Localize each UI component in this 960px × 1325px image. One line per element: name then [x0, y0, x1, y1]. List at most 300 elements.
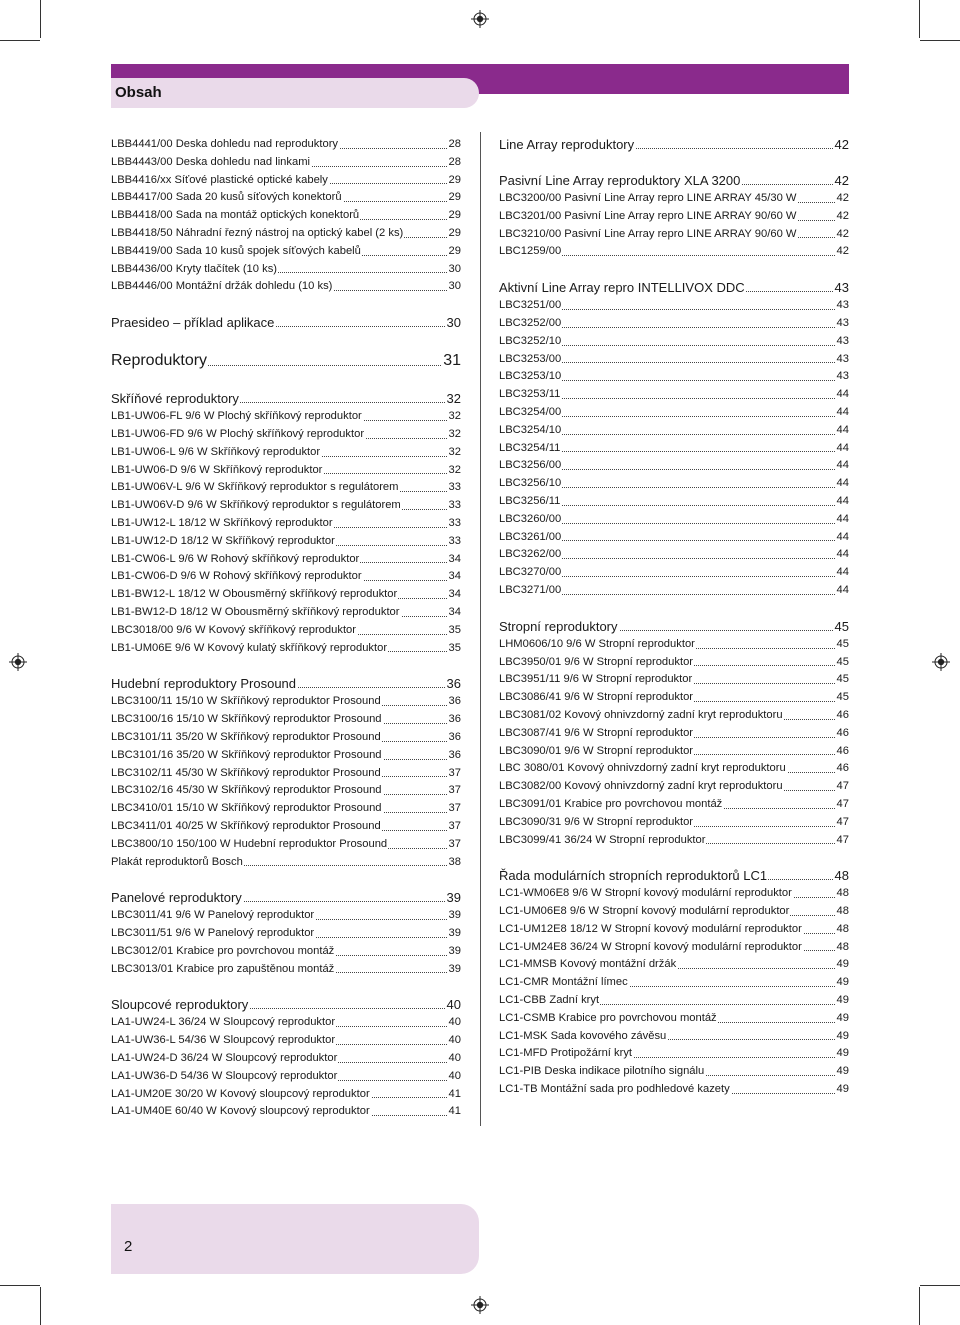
toc-entry-page: 44	[836, 582, 849, 600]
toc-entry-page: 45	[836, 689, 849, 707]
toc-entry-title: LBC3951/11 9/6 W Stropní reproduktor	[499, 673, 693, 686]
toc-entry[interactable]	[499, 315, 849, 333]
toc-entry-title: LBC3200/00 Pasivní Line Array repro LINE ARRAY 45/30 W	[499, 192, 797, 204]
toc-entry[interactable]	[499, 190, 849, 208]
toc-entry-page: 34	[448, 568, 461, 586]
toc-entry-title: LBC3260/00	[499, 512, 562, 525]
toc-entry-title: LB1-BW12-D 18/12 W Obousměrný skříňkový reproduktor	[111, 605, 400, 618]
toc-entry-title: LBB4446/00 Montážní držák dohledu (10 ks)	[111, 280, 333, 293]
toc-entry[interactable]	[499, 1081, 849, 1099]
toc-entry[interactable]	[499, 725, 849, 743]
toc-entry[interactable]	[111, 604, 461, 622]
toc-entry-page: 41	[448, 1086, 461, 1104]
toc-section-heading[interactable]	[111, 889, 461, 907]
toc-left-column	[111, 136, 461, 1121]
toc-section-heading[interactable]	[499, 279, 849, 297]
toc-entry[interactable]	[499, 333, 849, 351]
toc-entry-title: LBC3081/02 Kovový ohnivzdorný zadní kryt reproduktoru	[499, 708, 783, 721]
section-gap	[111, 372, 461, 390]
toc-entry-title: LC1-MMSB Kovový montážní držák	[499, 958, 677, 971]
toc-entry-page: 49	[836, 1010, 849, 1028]
toc-entry[interactable]	[111, 533, 461, 551]
toc-entry[interactable]	[111, 622, 461, 640]
registration-mark-icon	[471, 1296, 489, 1314]
toc-entry[interactable]	[111, 586, 461, 604]
toc-entry-title: LA1-UW24-D 36/24 W Sloupcový reproduktor	[111, 1052, 338, 1065]
toc-entry-page: 44	[836, 440, 849, 458]
toc-entry-title: LBC3102/11 45/30 W Skříňkový reproduktor Prosound	[111, 766, 381, 779]
toc-entry-title: LBC3253/10	[499, 370, 562, 383]
toc-entry[interactable]	[499, 457, 849, 475]
toc-entry-page: 46	[836, 707, 849, 725]
toc-entry-page: 49	[836, 974, 849, 992]
toc-entry[interactable]	[499, 885, 849, 903]
toc-entry-page: 31	[442, 350, 461, 372]
toc-entry[interactable]	[111, 444, 461, 462]
toc-entry-title: LBC3087/41 9/6 W Stropní reproduktor	[499, 726, 694, 739]
toc-entry-page: 47	[836, 778, 849, 796]
toc-entry-title: LBC3411/01 40/25 W Skříňkový reproduktor Prosound	[111, 819, 381, 832]
toc-entry[interactable]	[499, 743, 849, 761]
toc-entry-title: Panelové reproduktory	[111, 890, 242, 906]
toc-entry[interactable]	[111, 729, 461, 747]
toc-entry-title: LB1-CW06-L 9/6 W Rohový skříňkový reproduktor	[111, 552, 360, 565]
crop-mark	[40, 1287, 41, 1325]
toc-entry[interactable]	[499, 422, 849, 440]
toc-entry-title: LBB4436/00 Kryty tlačítek (10 ks)	[111, 262, 278, 275]
crop-mark	[40, 0, 41, 38]
toc-entry[interactable]	[111, 154, 461, 172]
toc-entry-page: 33	[448, 479, 461, 497]
toc-entry-title: LA1-UW36-D 54/36 W Sloupcový reproduktor	[111, 1069, 338, 1082]
toc-entry-title: LBC3100/16 15/10 W Skříňkový reproduktor Prosound	[111, 713, 382, 726]
toc-entry[interactable]	[499, 475, 849, 493]
toc-entry-page: 29	[448, 207, 461, 225]
toc-entry-page: 36	[446, 676, 461, 692]
toc-entry-title: LA1-UW36-L 54/36 W Sloupcový reproduktor	[111, 1034, 336, 1047]
toc-entry[interactable]	[111, 568, 461, 586]
toc-entry-page: 29	[448, 225, 461, 243]
toc-entry[interactable]	[499, 974, 849, 992]
toc-entry-page: 44	[836, 546, 849, 564]
header-tab	[111, 78, 479, 108]
toc-entry[interactable]	[111, 765, 461, 783]
toc-entry-title: LBB4418/50 Náhradní řezný nástroj na optický kabel (2 ks)	[111, 226, 404, 239]
toc-entry-title: LBC3254/11	[499, 441, 561, 454]
toc-entry-title: LBB4416/xx Síťové plastické optické kabely	[111, 173, 328, 186]
toc-entry-page: 43	[836, 297, 849, 315]
toc-entry-page: 42	[836, 226, 849, 244]
toc-entry-page: 37	[448, 818, 461, 836]
toc-entry-page: 47	[836, 832, 849, 850]
toc-entry-title: LC1-PIB Deska indikace pilotního signálu	[499, 1065, 705, 1078]
toc-entry-page: 42	[834, 137, 849, 152]
toc-entry-title: LBC3099/41 36/24 W Stropní reproduktor	[499, 833, 706, 846]
toc-entry-title: Plakát reproduktorů Bosch	[111, 855, 243, 868]
section-gap	[111, 332, 461, 350]
toc-entry-page: 49	[836, 956, 849, 974]
toc-entry-page: 48	[834, 868, 849, 884]
toc-entry[interactable]	[499, 671, 849, 689]
toc-entry-title: LBC3012/01 Krabice pro povrchovou montáž	[111, 944, 335, 957]
toc-entry[interactable]	[111, 693, 461, 711]
toc-entry-title: LBC3011/41 9/6 W Panelový reproduktor	[111, 909, 315, 922]
toc-entry-title: Stropní reproduktory	[499, 618, 618, 634]
toc-entry-page: 29	[448, 243, 461, 261]
toc-entry-page: 32	[446, 391, 461, 407]
crop-mark	[919, 1287, 920, 1325]
toc-entry-page: 40	[448, 1068, 461, 1086]
toc-entry-title: LB1-UW06-D 9/6 W Skříňkový reproduktor	[111, 463, 323, 476]
toc-entry-page: 43	[836, 333, 849, 351]
toc-entry-page: 39	[448, 907, 461, 925]
toc-entry-title: LBC3256/00	[499, 459, 562, 472]
toc-entry[interactable]	[499, 654, 849, 672]
toc-entry[interactable]	[499, 796, 849, 814]
toc-entry[interactable]	[499, 939, 849, 957]
toc-entry-title: LBC3090/31 9/6 W Stropní reproduktor	[499, 815, 694, 828]
toc-entry-title: LA1-UM20E 30/20 W Kovový sloupcový reproduktor	[111, 1087, 370, 1100]
toc-entry-title: LBC3256/10	[499, 477, 562, 490]
toc-entry[interactable]	[111, 136, 461, 154]
toc-chapter-heading[interactable]	[111, 350, 461, 372]
footer-tab	[111, 1204, 479, 1274]
toc-entry[interactable]	[111, 497, 461, 515]
toc-entry-page: 37	[448, 765, 461, 783]
toc-entry-title: LBB4418/00 Sada na montáž optických konektorů	[111, 209, 360, 222]
toc-entry[interactable]	[111, 854, 461, 872]
toc-entry-title: LA1-UM40E 60/40 W Kovový sloupcový reproduktor	[111, 1105, 370, 1118]
toc-entry[interactable]	[499, 493, 849, 511]
toc-entry[interactable]	[499, 404, 849, 422]
toc-entry-title: LBC3800/10 150/100 W Hudební reproduktor Prosound	[111, 837, 388, 850]
toc-entry-page: 30	[448, 261, 461, 279]
toc-entry-title: LBB4441/00 Deska dohledu nad reproduktory	[111, 138, 339, 150]
toc-entry[interactable]	[111, 243, 461, 261]
toc-entry[interactable]	[499, 564, 849, 582]
toc-entry[interactable]	[499, 814, 849, 832]
toc-entry-title: LC1-WM06E8 9/6 W Stropní kovový modulární reproduktor	[499, 887, 792, 900]
toc-entry[interactable]	[111, 943, 461, 961]
toc-entry-title: LBC3254/00	[499, 405, 562, 418]
toc-entry[interactable]	[499, 208, 849, 226]
toc-entry[interactable]	[111, 782, 461, 800]
toc-entry-page: 41	[448, 1103, 461, 1121]
toc-entry-title: LBC3102/16 45/30 W Skříňkový reproduktor Prosound	[111, 784, 382, 797]
toc-entry-title: LB1-CW06-D 9/6 W Rohový skříňkový reproduktor	[111, 570, 362, 583]
toc-entry[interactable]	[111, 278, 461, 296]
toc-entry[interactable]	[111, 800, 461, 818]
toc-entry-page: 43	[836, 315, 849, 333]
toc-entry-page: 34	[448, 604, 461, 622]
toc-entry[interactable]	[499, 582, 849, 600]
toc-entry[interactable]	[111, 1068, 461, 1086]
toc-entry-page: 36	[448, 729, 461, 747]
toc-entry-page: 42	[836, 208, 849, 226]
toc-entry-title: LBC3270/00	[499, 566, 562, 579]
toc-entry-title: LB1-UW06-FD 9/6 W Plochý skříňkový reproduktor	[111, 427, 365, 440]
toc-section-heading[interactable]	[111, 996, 461, 1014]
toc-section-heading[interactable]	[111, 314, 461, 332]
toc-entry-page: 44	[836, 529, 849, 547]
toc-entry-page: 43	[836, 351, 849, 369]
toc-entry-page: 40	[448, 1050, 461, 1068]
toc-entry[interactable]	[499, 351, 849, 369]
toc-entry-page: 48	[836, 921, 849, 939]
toc-entry[interactable]	[499, 778, 849, 796]
toc-entry-title: LB1-BW12-L 18/12 W Obousměrný skříňkový reproduktor	[111, 588, 398, 601]
toc-entry-page: 43	[836, 368, 849, 386]
toc-entry-page: 37	[448, 782, 461, 800]
toc-entry-page: 49	[836, 1081, 849, 1099]
toc-entry-page: 39	[448, 925, 461, 943]
toc-entry[interactable]	[111, 207, 461, 225]
toc-entry-page: 46	[836, 760, 849, 778]
toc-entry-page: 40	[448, 1032, 461, 1050]
toc-entry-title: LC1-UM12E8 18/12 W Stropní kovový modulární reproduktor	[499, 922, 802, 935]
toc-entry[interactable]	[499, 1028, 849, 1046]
toc-entry-page: 37	[448, 800, 461, 818]
toc-entry-title: Praesideo – příklad aplikace	[111, 315, 275, 331]
toc-entry[interactable]	[111, 836, 461, 854]
toc-entry[interactable]	[111, 1103, 461, 1121]
toc-entry-title: Line Array reproduktory	[499, 137, 635, 152]
toc-entry-title: LC1-CBB Zadní kryt	[499, 994, 600, 1007]
crop-mark	[920, 1285, 960, 1286]
toc-entry[interactable]	[499, 386, 849, 404]
page-number: 2	[124, 1238, 133, 1255]
toc-entry-page: 36	[448, 711, 461, 729]
toc-entry-page: 43	[834, 280, 849, 296]
toc-entry-title: LBC3261/00	[499, 530, 562, 543]
toc-entry-title: LBC3100/11 15/10 W Skříňkový reproduktor Prosound	[111, 695, 381, 708]
toc-entry-title: Skříňové reproduktory	[111, 391, 239, 407]
toc-entry[interactable]	[499, 243, 849, 261]
toc-entry-page: 42	[836, 190, 849, 208]
toc-entry[interactable]	[111, 551, 461, 569]
toc-section-heading[interactable]	[499, 618, 849, 636]
toc-entry-title: LBC3253/11	[499, 388, 561, 401]
toc-entry-page: 42	[834, 173, 849, 188]
toc-entry-page: 48	[836, 939, 849, 957]
toc-entry[interactable]	[499, 832, 849, 850]
toc-entry-title: LB1-UW12-D 18/12 W Skříňkový reproduktor	[111, 534, 335, 547]
toc-entry[interactable]	[499, 297, 849, 315]
crop-mark	[0, 40, 40, 41]
toc-entry-page: 34	[448, 586, 461, 604]
toc-entry[interactable]	[111, 225, 461, 243]
toc-entry-title: LBC1259/00	[499, 245, 562, 258]
toc-section-heading[interactable]	[111, 390, 461, 408]
toc-entry-title: LBC3011/51 9/6 W Panelový reproduktor	[111, 927, 315, 940]
toc-entry-page: 39	[448, 943, 461, 961]
toc-entry-page: 46	[836, 743, 849, 761]
toc-entry[interactable]	[499, 546, 849, 564]
toc-entry-page: 32	[448, 462, 461, 480]
section-gap	[111, 657, 461, 675]
toc-entry-title: LHM0606/10 9/6 W Stropní reproduktor	[499, 637, 695, 650]
toc-entry-page: 39	[446, 890, 461, 906]
toc-entry[interactable]	[499, 226, 849, 244]
toc-entry[interactable]	[111, 1014, 461, 1032]
crop-mark	[0, 1285, 40, 1286]
toc-entry-title: LBC3086/41 9/6 W Stropní reproduktor	[499, 691, 694, 704]
toc-entry[interactable]	[111, 1032, 461, 1050]
toc-entry-title: LC1-UM06E8 9/6 W Stropní kovový modulární reproduktor	[499, 905, 790, 918]
toc-entry-page: 35	[448, 622, 461, 640]
toc-entry-page: 49	[836, 1045, 849, 1063]
toc-entry-title: LBC3082/00 Kovový ohnivzdorný zadní kryt reproduktoru	[499, 780, 783, 793]
toc-entry-page: 37	[448, 836, 461, 854]
toc-entry-title: LBC3253/00	[499, 352, 562, 365]
toc-entry-page: 30	[448, 278, 461, 296]
toc-entry[interactable]	[499, 1010, 849, 1028]
toc-entry-title: Sloupcové reproduktory	[111, 997, 249, 1013]
toc-entry-title: LC1-TB Montážní sada pro podhledové kazety	[499, 1083, 730, 1096]
toc-entry[interactable]	[111, 818, 461, 836]
column-divider	[480, 132, 481, 1126]
toc-entry[interactable]	[111, 261, 461, 279]
toc-entry-page: 32	[448, 444, 461, 462]
toc-entry[interactable]	[499, 921, 849, 939]
toc-entry-page: 44	[836, 493, 849, 511]
toc-entry[interactable]	[111, 189, 461, 207]
toc-entry-page: 48	[836, 885, 849, 903]
toc-entry-page: 45	[836, 636, 849, 654]
toc-entry[interactable]	[499, 368, 849, 386]
toc-entry-page: 29	[448, 172, 461, 190]
toc-entry-title: LBC3090/01 9/6 W Stropní reproduktor	[499, 744, 694, 757]
toc-entry-page: 35	[448, 640, 461, 658]
toc-entry[interactable]	[111, 640, 461, 658]
toc-entry-title: LBC3254/10	[499, 423, 562, 436]
section-gap	[111, 978, 461, 996]
toc-entry[interactable]	[111, 462, 461, 480]
toc-entry[interactable]	[499, 636, 849, 654]
toc-entry-title: Hudební reproduktory Prosound	[111, 676, 297, 692]
toc-entry-title: LBC3271/00	[499, 583, 562, 596]
toc-entry-page: 33	[448, 533, 461, 551]
toc-entry-page: 28	[448, 136, 461, 154]
toc-entry[interactable]	[111, 747, 461, 765]
toc-entry-title: Reproduktory	[111, 352, 208, 370]
toc-entry-page: 28	[448, 154, 461, 172]
toc-entry[interactable]	[111, 479, 461, 497]
toc-entry-page: 49	[836, 1063, 849, 1081]
registration-mark-icon	[932, 653, 950, 671]
page-title: Obsah	[115, 84, 162, 101]
toc-entry[interactable]	[499, 956, 849, 974]
toc-entry-title: LBC3091/01 Krabice pro povrchovou montáž	[499, 797, 723, 810]
toc-entry[interactable]	[111, 426, 461, 444]
toc-entry-page: 32	[448, 426, 461, 444]
toc-section-heading[interactable]	[499, 867, 849, 885]
toc-entry[interactable]	[111, 172, 461, 190]
toc-entry-title: LB1-UW06-L 9/6 W Skříňkový reproduktor	[111, 445, 321, 458]
toc-entry[interactable]	[111, 925, 461, 943]
toc-entry-page: 36	[448, 747, 461, 765]
toc-entry-page: 44	[836, 511, 849, 529]
toc-entry-title: LBC3210/00 Pasivní Line Array repro LINE ARRAY 90/60 W	[499, 227, 797, 240]
toc-entry-page: 44	[836, 457, 849, 475]
toc-entry-title: LB1-UW06V-D 9/6 W Skříňkový reproduktor s regulátorem	[111, 499, 401, 512]
toc-section-heading[interactable]	[111, 675, 461, 693]
toc-entry-title: LB1-UW12-L 18/12 W Skříňkový reproduktor	[111, 516, 333, 529]
toc-entry-page: 39	[448, 961, 461, 979]
toc-entry-title: LC1-MSK Sada kovového závěsu	[499, 1029, 667, 1042]
section-gap	[111, 296, 461, 314]
toc-entry[interactable]	[499, 903, 849, 921]
toc-entry-title: LBB4417/00 Sada 20 kusů síťových konektorů	[111, 191, 342, 204]
toc-section-heading[interactable]	[499, 136, 849, 154]
toc-entry[interactable]	[499, 1045, 849, 1063]
toc-entry[interactable]	[499, 992, 849, 1010]
toc-section-heading[interactable]	[499, 172, 849, 190]
toc-entry[interactable]	[499, 760, 849, 778]
toc-entry-title: LBC3410/01 15/10 W Skříňkový reproduktor Prosound	[111, 802, 382, 815]
toc-entry-title: LBC3201/00 Pasivní Line Array repro LINE ARRAY 90/60 W	[499, 209, 797, 222]
toc-entry[interactable]	[499, 511, 849, 529]
section-gap	[499, 261, 849, 279]
toc-entry-title: LBC3251/00	[499, 299, 562, 312]
toc-entry-page: 49	[836, 1028, 849, 1046]
toc-entry-page: 45	[836, 671, 849, 689]
toc-entry-title: LBB4419/00 Sada 10 kusů spojek síťových kabelů	[111, 244, 361, 257]
toc-entry-title: Pasivní Line Array reproduktory XLA 3200	[499, 173, 741, 188]
toc-entry[interactable]	[499, 707, 849, 725]
toc-entry-page: 30	[446, 315, 461, 331]
toc-entry[interactable]	[499, 1063, 849, 1081]
toc-entry-title: LBC3252/00	[499, 316, 562, 329]
toc-entry[interactable]	[111, 1086, 461, 1104]
toc-entry-title: LC1-UM24E8 36/24 W Stropní kovový modulární reproduktor	[499, 940, 802, 953]
toc-entry-page: 29	[448, 189, 461, 207]
toc-entry-page: 45	[834, 618, 849, 634]
toc-entry-page: 48	[836, 903, 849, 921]
toc-entry-page: 33	[448, 515, 461, 533]
toc-entry-page: 44	[836, 404, 849, 422]
toc-entry-title: LBB4443/00 Deska dohledu nad linkami	[111, 155, 311, 168]
toc-entry-page: 32	[448, 408, 461, 426]
toc-entry-page: 40	[448, 1014, 461, 1032]
toc-entry-title: LBC3101/11 35/20 W Skříňkový reproduktor Prosound	[111, 730, 381, 743]
section-gap	[499, 600, 849, 618]
toc-entry-title: LBC3252/10	[499, 334, 562, 347]
toc-entry-title: LC1-CMR Montážní límec	[499, 976, 628, 989]
toc-entry[interactable]	[111, 1050, 461, 1068]
toc-entry[interactable]	[111, 711, 461, 729]
toc-entry[interactable]	[111, 408, 461, 426]
toc-entry-title: LBC3101/16 35/20 W Skříňkový reproduktor Prosound	[111, 748, 382, 761]
toc-entry-page: 33	[448, 497, 461, 515]
toc-entry-page: 45	[836, 654, 849, 672]
toc-entry-page: 46	[836, 725, 849, 743]
toc-entry[interactable]	[499, 689, 849, 707]
toc-entry[interactable]	[499, 440, 849, 458]
toc-entry[interactable]	[111, 515, 461, 533]
section-gap	[499, 849, 849, 867]
toc-entry-page: 49	[836, 992, 849, 1010]
toc-entry-page: 34	[448, 551, 461, 569]
toc-entry-page: 44	[836, 475, 849, 493]
toc-entry[interactable]	[499, 529, 849, 547]
toc-entry[interactable]	[111, 961, 461, 979]
registration-mark-icon	[471, 10, 489, 28]
toc-entry-title: LB1-UW06V-L 9/6 W Skříňkový reproduktor s regulátorem	[111, 481, 399, 494]
toc-entry-title: LBC3018/00 9/6 W Kovový skříňkový reproduktor	[111, 623, 356, 636]
toc-entry-title: LB1-UM06E 9/6 W Kovový kulatý skříňkový reproduktor	[111, 641, 388, 654]
toc-entry[interactable]	[111, 907, 461, 925]
